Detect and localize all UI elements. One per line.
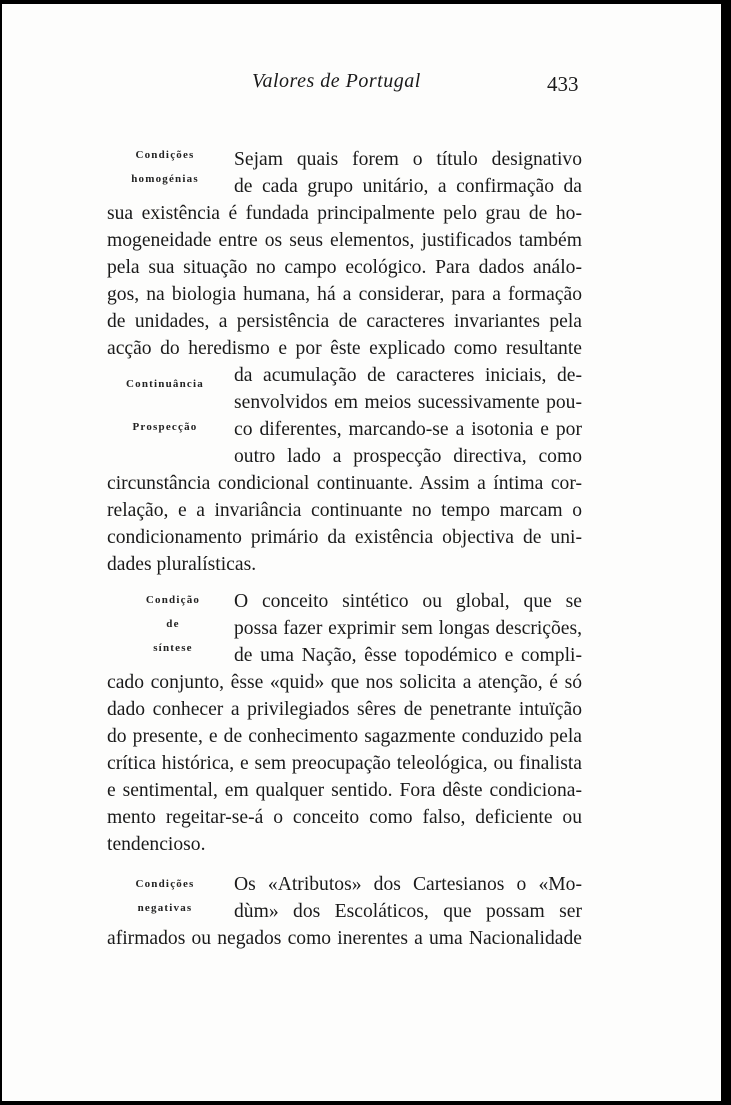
text-line: sua existência é fundada principalmente pelo grau de ho-	[107, 203, 582, 224]
side-note-line: homogénias	[131, 173, 199, 185]
text-line: acção do heredismo e por êste explicado como resultante	[107, 338, 582, 359]
text-line: e sentimental, em qualquer sentido. Fora dêste condiciona-	[107, 780, 582, 801]
text-line: O conceito sintético ou global, que se	[234, 591, 582, 612]
side-note-line: Condições	[135, 149, 195, 161]
side-note-line: Condição	[145, 594, 201, 606]
side-note-line: de	[166, 618, 180, 630]
text-line: afirmados ou negados como inerentes a uma Nacionalidade	[107, 928, 582, 949]
side-note-line: negativas	[137, 902, 193, 914]
text-line: do presente, e de conhecimento sagazmente conduzido pela	[107, 726, 582, 747]
text-line: dùm» dos Escoláticos, que possam ser	[234, 901, 582, 922]
page-number: 433	[547, 72, 579, 96]
text-line: outro lado a prospecção directiva, como	[234, 446, 582, 467]
text-line: de uma Nação, êsse topodémico e compli-	[234, 645, 582, 666]
text-line: pela sua situação no campo ecológico. Para dados análo-	[107, 257, 582, 278]
text-line: Os «Atributos» dos Cartesianos o «Mo-	[234, 874, 582, 895]
side-note-line: síntese	[153, 642, 193, 654]
text-line: Sejam quais forem o título designativo	[234, 149, 582, 170]
text-line: condicionamento primário da existência objectiva de uni-	[107, 527, 582, 548]
text-line: cado conjunto, êsse «quid» que nos solicita a atenção, é só	[107, 672, 582, 693]
running-title: Valores de Portugal	[252, 70, 421, 92]
text-line: tendencioso.	[107, 834, 206, 855]
text-line: crítica histórica, e sem preocupação teleológica, ou finalista	[107, 753, 582, 774]
text-line: de cada grupo unitário, a confirmação da	[234, 176, 582, 197]
text-line: dades pluralísticas.	[107, 554, 257, 575]
text-line: possa fazer exprimir sem longas descrições,	[234, 618, 582, 639]
text-line: relação, e a invariância continuante no tempo marcam o	[107, 500, 582, 521]
text-line: da acumulação de caracteres iniciais, de-	[234, 365, 582, 386]
text-line: gos, na biologia humana, há a considerar, para a formação	[107, 284, 582, 305]
text-line: co diferentes, marcando-se a isotonia e por	[234, 419, 582, 440]
text-line: senvolvidos em meios sucessivamente pou-	[234, 392, 582, 413]
side-note-line: Prospecção	[132, 421, 198, 433]
side-note-line: Continuância	[126, 378, 204, 390]
side-note-negative	[105, 872, 225, 920]
text-line: dado conhecer a privilegiados sêres de penetrante intuïção	[107, 699, 582, 720]
text-line: mogeneidade entre os seus elementos, justificados também	[107, 230, 582, 251]
side-note-continuance	[105, 372, 225, 396]
side-note-homogeneous	[105, 143, 225, 191]
side-note-synthesis	[113, 588, 233, 660]
side-note-line: Condições	[135, 878, 195, 890]
text-line: de unidades, a persistência de caracteres invariantes pela	[107, 311, 582, 332]
text-line: circunstância condicional continuante. Assim a íntima cor-	[107, 473, 582, 494]
side-note-prospection	[105, 415, 225, 439]
text-line: mento regeitar-se-á o conceito como falso, deficiente ou	[107, 807, 582, 828]
